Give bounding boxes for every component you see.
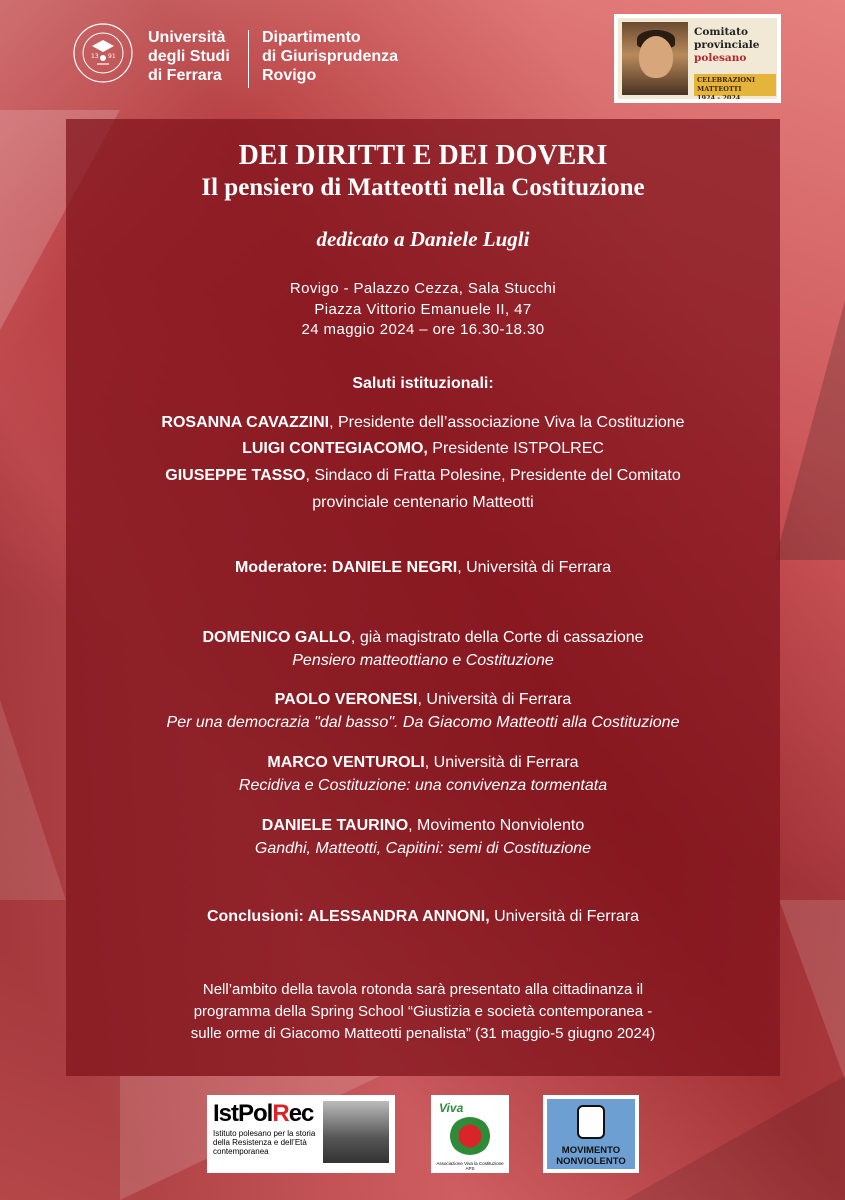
comitato-text: Comitato provinciale polesano (694, 26, 760, 64)
talk: DANIELE TAURINO, Movimento Nonviolento Gandhi, Matteotti, Capitini: semi di Costituzione (254, 817, 592, 857)
department-line: Dipartimento (262, 29, 361, 46)
facet (625, 1076, 845, 1200)
event-title: DEI DIRITTI E DEI DOVERI (238, 140, 608, 171)
university-line: degli Studi (148, 48, 230, 65)
talk: PAOLO VERONESI, Università di Ferrara Per una democrazia "dal basso". Da Giacomo Matteotti alla Costituzione (166, 691, 680, 731)
facet (775, 300, 845, 560)
logo-year-left: 13 (91, 53, 99, 60)
university-name (148, 28, 230, 85)
istpolrec-brand: IstPolRec (213, 1100, 314, 1127)
event-subtitle: Il pensiero di Matteotti nella Costituzione (201, 174, 645, 201)
header (0, 0, 845, 110)
venue-line: Rovigo - Palazzo Cezza, Sala Stucchi (289, 280, 557, 297)
moderatore: Moderatore: DANIELE NEGRI, Università di Ferrara (234, 559, 612, 576)
main-panel (66, 119, 780, 1076)
facet (0, 700, 66, 900)
istpolrec-photo (323, 1101, 389, 1163)
saluti-person-cont: provinciale centenario Matteotti (312, 494, 534, 511)
logo-year-right: 91 (108, 53, 116, 60)
header-divider (248, 30, 249, 88)
saluti-person: GIUSEPPE TASSO, Sindaco di Fratta Polesine, Presidente del Comitato (165, 467, 681, 484)
department-name (262, 28, 398, 85)
conclusioni: Conclusioni: ALESSANDRA ANNONI, Università di Ferrara (206, 908, 640, 925)
matteotti-portrait (622, 22, 688, 95)
movimento-nonviolento-logo: MOVIMENTO NONVIOLENTO (543, 1095, 639, 1173)
facet (779, 900, 845, 1080)
talk: DOMENICO GALLO, già magistrato della Corte di cassazione Pensiero matteottiano e Costituzione (202, 629, 644, 669)
event-dedication: dedicato a Daniele Lugli (316, 227, 530, 251)
saluti-heading: Saluti istituzionali: (352, 375, 494, 392)
istpolrec-logo (207, 1095, 395, 1173)
university-line: Università (148, 29, 226, 46)
venue-date: 24 maggio 2024 – ore 16.30-18.30 (301, 321, 545, 338)
university-line: di Ferrara (148, 67, 222, 84)
department-line: Rovigo (262, 67, 317, 84)
department-line: di Giurisprudenza (262, 48, 399, 65)
event-venue (66, 279, 780, 341)
venue-line: Piazza Vittorio Emanuele II, 47 (314, 300, 532, 318)
talk: MARCO VENTUROLI, Università di Ferrara Recidiva e Costituzione: una convivenza tormentata (238, 754, 608, 794)
saluti-person: ROSANNA CAVAZZINI, Presidente dell’associazione Viva la Costituzione (161, 414, 685, 431)
italian-emblem-icon (449, 1117, 491, 1155)
istpolrec-desc: Istituto polesano per la storia della Resistenza e dell’Età contemporanea (213, 1129, 316, 1156)
comitato-logo (614, 14, 781, 103)
spring-school-note: Nell’ambito della tavola rotonda sarà presentato alla cittadinanza il programma della Spring School “Giustizia e società contemporanea - sulle orme di Giacomo Matteotti penalista” (31 maggio-5 giugno 2024) (190, 981, 656, 1042)
broken-rifle-icon (577, 1105, 605, 1139)
viva-la-costituzione-logo: Viva Associazione Viva la Costituzione APS (431, 1095, 509, 1173)
saluti-person: LUIGI CONTEGIACOMO, Presidente ISTPOLREC (242, 440, 604, 457)
comitato-band: CELEBRAZIONI MATTEOTTI 1924 - 2024 (694, 74, 776, 96)
university-seal-logo (72, 22, 134, 84)
